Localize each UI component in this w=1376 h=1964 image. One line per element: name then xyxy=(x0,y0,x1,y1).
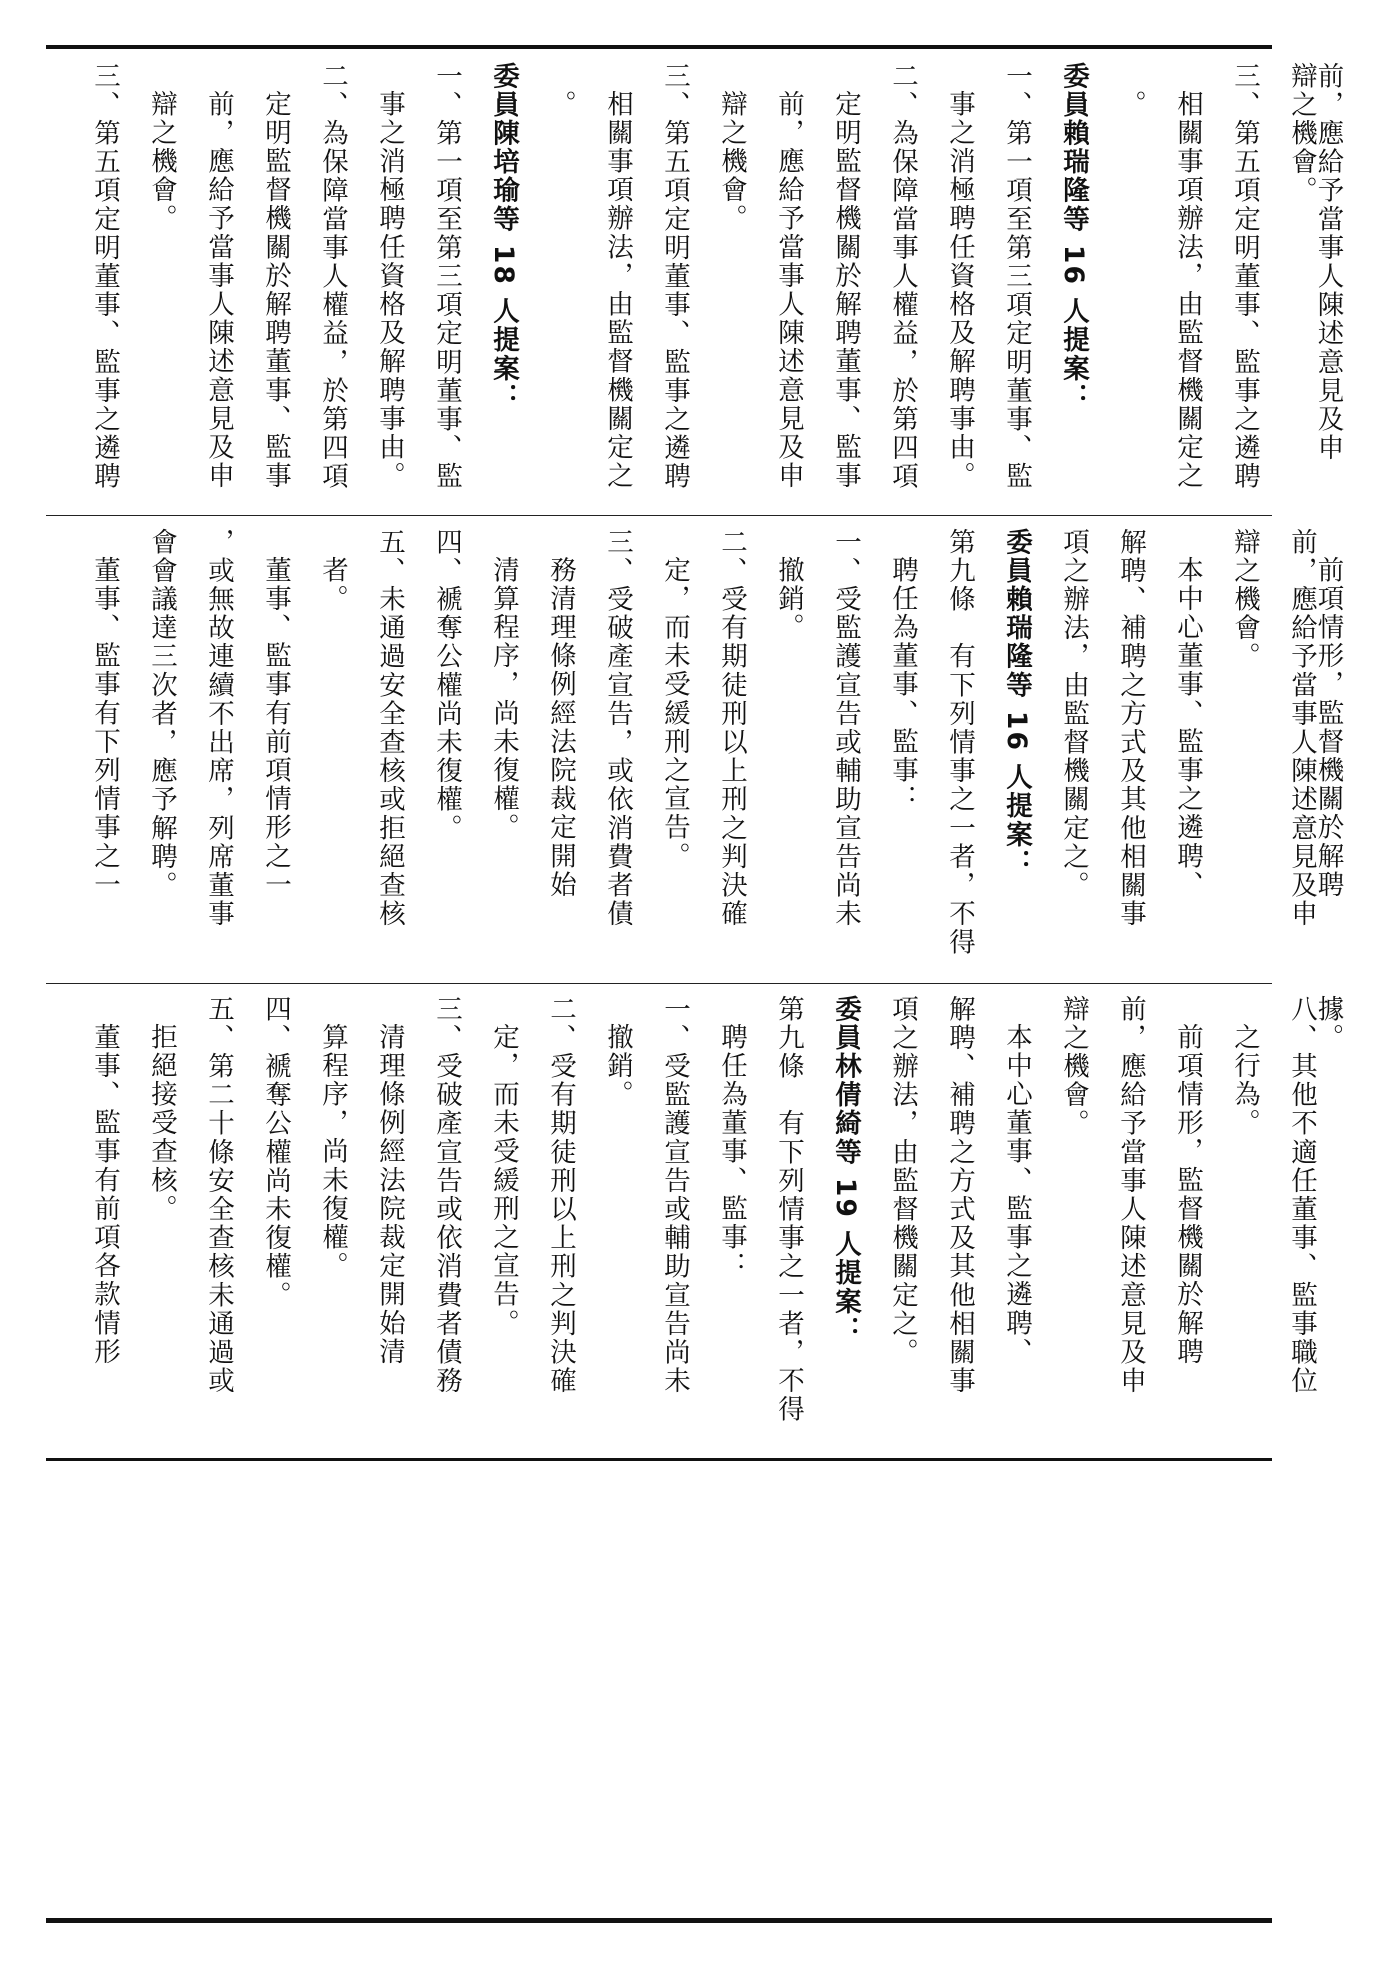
text-line: 清理條例經法院裁定開始清 xyxy=(374,1023,405,1367)
text-line: 定明監督機關於解聘董事、監事 xyxy=(260,90,291,491)
text-line: 聘任為董事、監事： xyxy=(716,1023,747,1281)
text-line: 解聘、補聘之方式及其他相關事 xyxy=(944,995,975,1396)
text-line: 五、第二十條安全查核未通過或 xyxy=(203,995,234,1396)
column-divider-lower xyxy=(46,983,1272,984)
proposal-text xyxy=(60,528,1344,976)
text-line: 董事、監事有前項各款情形 xyxy=(89,1023,120,1367)
text-line: 算程序，尚未復權。 xyxy=(317,1023,348,1281)
text-line: 定，而未受緩刑之宣告。 xyxy=(488,1023,519,1338)
top-rule xyxy=(46,45,1272,49)
text-line: 三、第五項定明董事、監事之遴聘 xyxy=(89,62,120,491)
text-line: 定，而未受緩刑之宣告。 xyxy=(659,556,690,871)
middle-rule xyxy=(46,1458,1272,1461)
text-line: 二、為保障當事人權益，於第四項 xyxy=(317,62,348,491)
text-line: ，或無故連續不出席，列席董事 xyxy=(203,528,234,929)
text-line: 二、受有期徒刑以上刑之判決確 xyxy=(545,995,576,1396)
text-line: 辯之機會。 xyxy=(146,90,177,233)
text-line: 一、第一項至第三項定明董事、監 xyxy=(1001,62,1032,491)
text-line: 二、受有期徒刑以上刑之判決確 xyxy=(716,528,747,929)
proposal-text-column xyxy=(60,528,1344,976)
text-line: 四、褫奪公權尚未復權。 xyxy=(431,528,462,843)
text-line: 辯之機會。 xyxy=(1058,995,1089,1138)
text-line: 八、其他不適任董事、監事職位 xyxy=(1286,995,1317,1396)
text-line: 五、未通過安全查核或拒絕查核 xyxy=(374,528,405,929)
explanation-column xyxy=(60,62,1344,507)
text-line: 一、受監護宣告或輔助宣告尚未 xyxy=(830,528,861,929)
text-line: 三、受破產宣告，或依消費者債 xyxy=(602,528,633,929)
amendment-text-column xyxy=(60,995,1344,1450)
text-line: 二、為保障當事人權益，於第四項 xyxy=(887,62,918,491)
text-line: 辯之機會。 xyxy=(1286,62,1317,205)
text-line: 董事、監事有前項情形之一 xyxy=(260,556,291,900)
text-line: 事之消極聘任資格及解聘事由。 xyxy=(374,90,405,491)
text-line: 務清理條例經法院裁定開始 xyxy=(545,556,576,900)
bottom-rule xyxy=(46,1918,1272,1923)
text-line: 本中心董事、監事之遴聘、 xyxy=(1172,556,1203,900)
text-line: 事之消極聘任資格及解聘事由。 xyxy=(944,90,975,491)
text-line: 聘任為董事、監事： xyxy=(887,556,918,814)
text-line: 相關事項辦法，由監督機關定之 xyxy=(602,90,633,491)
proposal-heading: 委員賴瑞隆等 16 人提案： xyxy=(1001,528,1032,878)
text-line: 者。 xyxy=(317,556,348,614)
proposal-heading: 委員林倩綺等 19 人提案： xyxy=(830,995,861,1345)
text-line: 一、受監護宣告或輔助宣告尚未 xyxy=(659,995,690,1396)
text-line: 一、第一項至第三項定明董事、監 xyxy=(431,62,462,491)
text-line: 之行為。 xyxy=(1229,1023,1260,1138)
text-line: 四、褫奪公權尚未復權。 xyxy=(260,995,291,1310)
text-line: 。 xyxy=(545,90,576,119)
text-line: 解聘、補聘之方式及其他相關事 xyxy=(1115,528,1146,929)
text-line: 相關事項辦法，由監督機關定之 xyxy=(1172,90,1203,491)
text-line: 會會議達三次者，應予解聘。 xyxy=(146,528,177,900)
text-line: 前項情形，監督機關於解聘 xyxy=(1312,556,1344,900)
amendment-text xyxy=(60,995,1344,1450)
text-line: 前，應給予當事人陳述意見及申 xyxy=(1115,995,1146,1396)
text-line: 董事、監事有下列情事之一 xyxy=(89,556,120,900)
column-divider-upper xyxy=(46,515,1272,516)
text-line: 第九條 有下列情事之一者，不得 xyxy=(773,995,804,1424)
text-line: 定明監督機關於解聘董事、監事 xyxy=(830,90,861,491)
text-line: 據。 xyxy=(1312,995,1344,1053)
text-line: 前，應給予當事人陳述意見及申 xyxy=(1286,528,1317,929)
explanation-text xyxy=(60,62,1344,507)
text-line: 辯之機會。 xyxy=(1229,528,1260,671)
proposal-heading: 委員陳培瑜等 18 人提案： xyxy=(488,62,519,412)
text-line: 三、第五項定明董事、監事之遴聘 xyxy=(1229,62,1260,491)
text-line: 項之辦法，由監督機關定之。 xyxy=(887,995,918,1367)
text-line: 撤銷。 xyxy=(602,1023,633,1109)
text-line: 清算程序，尚未復權。 xyxy=(488,556,519,842)
text-line: 前，應給予當事人陳述意見及申 xyxy=(203,90,234,491)
text-line: 。 xyxy=(1115,90,1146,119)
text-line: 前，應給予當事人陳述意見及申 xyxy=(773,90,804,491)
proposal-heading: 委員賴瑞隆等 16 人提案： xyxy=(1058,62,1089,412)
text-line: 三、第五項定明董事、監事之遴聘 xyxy=(659,62,690,491)
text-line: 拒絕接受查核。 xyxy=(146,1023,177,1224)
text-line: 三、受破產宣告或依消費者債務 xyxy=(431,995,462,1396)
text-line: 前，應給予當事人陳述意見及申 xyxy=(1312,62,1344,463)
text-line: 第九條 有下列情事之一者，不得 xyxy=(944,528,975,957)
text-line: 前項情形，監督機關於解聘 xyxy=(1172,1023,1203,1367)
text-line: 撤銷。 xyxy=(773,556,804,642)
text-line: 項之辦法，由監督機關定之。 xyxy=(1058,528,1089,900)
text-line: 辯之機會。 xyxy=(716,90,747,233)
text-line: 本中心董事、監事之遴聘、 xyxy=(1001,1023,1032,1367)
